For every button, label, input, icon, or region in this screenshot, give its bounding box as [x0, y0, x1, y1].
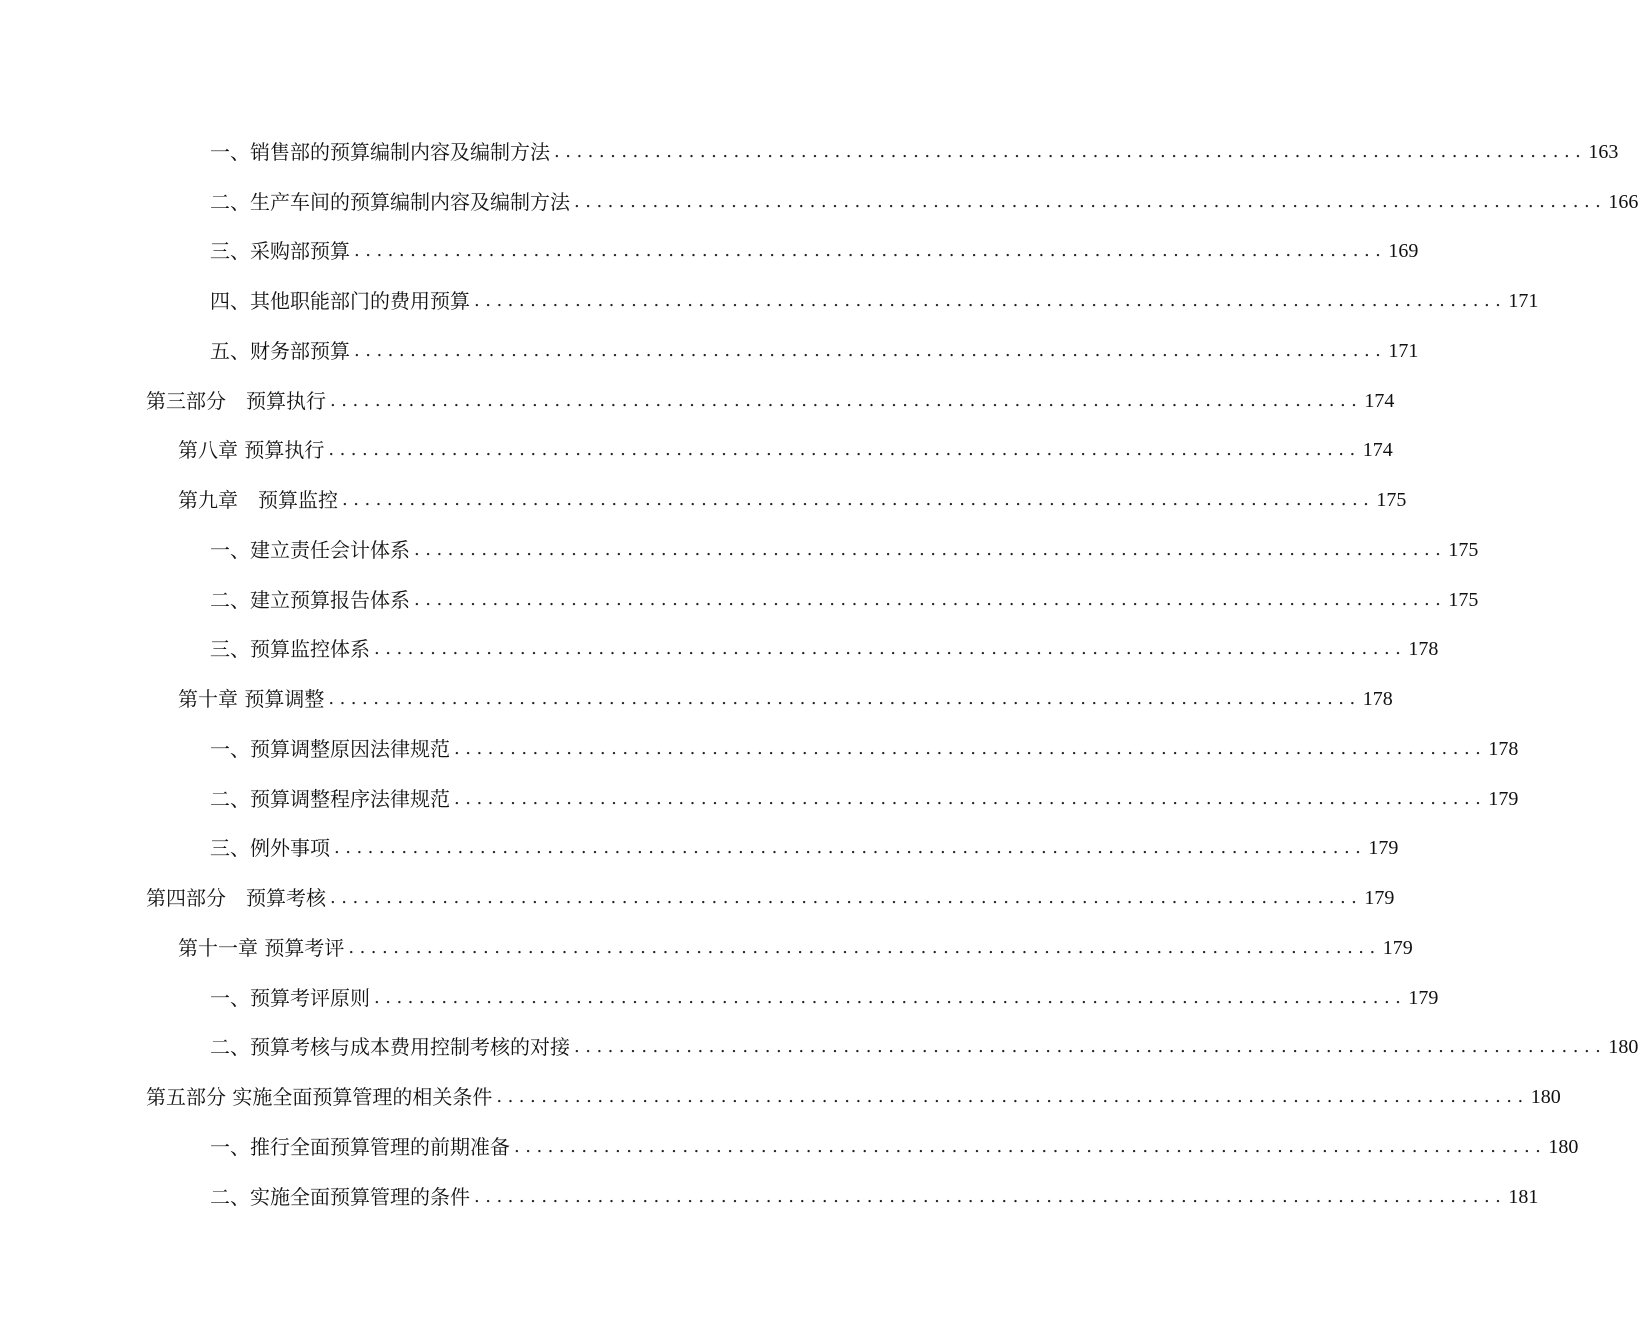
dot-leader: ............................................................................................ — [334, 837, 1367, 859]
dot-leader: ............................................................................................ — [330, 887, 1363, 909]
dot-leader: ............................................................................................ — [374, 638, 1407, 660]
toc-entry[interactable] — [0, 873, 1395, 923]
dot-leader: ............................................................................................ — [342, 489, 1375, 511]
toc-entry[interactable] — [0, 326, 1419, 376]
toc-entry-page: 178 — [1362, 688, 1393, 711]
dot-leader: ............................................................................................ — [496, 1086, 1529, 1108]
toc-entry-page: 179 — [1364, 887, 1395, 910]
table-of-contents — [0, 127, 1638, 1222]
toc-entry-title: 三、采购部预算 — [210, 239, 350, 264]
toc-entry[interactable] — [0, 824, 1399, 874]
dot-leader: ............................................................................................ — [414, 588, 1447, 610]
toc-entry[interactable] — [0, 227, 1419, 277]
toc-entry-page: 175 — [1448, 588, 1479, 611]
dot-leader: ............................................................................................ — [354, 240, 1387, 262]
dot-leader: ............................................................................................ — [328, 439, 1361, 461]
toc-entry-title: 四、其他职能部门的费用预算 — [210, 289, 470, 314]
toc-entry-page: 179 — [1368, 837, 1399, 860]
dot-leader: ............................................................................................ — [454, 737, 1487, 759]
toc-entry[interactable] — [0, 1122, 1579, 1172]
toc-entry-page: 181 — [1508, 1185, 1539, 1208]
toc-entry-page: 179 — [1382, 936, 1413, 959]
toc-entry-title: 第五部分 实施全面预算管理的相关条件 — [146, 1085, 493, 1110]
toc-entry-title: 五、财务部预算 — [210, 338, 350, 363]
toc-entry-title: 二、预算调整程序法律规范 — [210, 786, 450, 811]
toc-entry-page: 178 — [1488, 737, 1519, 760]
toc-entry-page: 175 — [1448, 538, 1479, 561]
dot-leader: ............................................................................................ — [574, 190, 1607, 212]
toc-entry-page: 171 — [1388, 339, 1419, 362]
toc-entry[interactable] — [0, 475, 1407, 525]
toc-entry-page: 174 — [1364, 389, 1395, 412]
toc-entry[interactable] — [0, 973, 1439, 1023]
dot-leader: ............................................................................................ — [374, 986, 1407, 1008]
toc-entry-page: 175 — [1376, 489, 1407, 512]
toc-entry-page: 169 — [1388, 240, 1419, 263]
dot-leader: ............................................................................................ — [574, 1036, 1607, 1058]
dot-leader: ............................................................................................ — [330, 389, 1363, 411]
toc-entry-page: 174 — [1362, 439, 1393, 462]
toc-entry-title: 二、实施全面预算管理的条件 — [210, 1184, 470, 1209]
toc-entry-page: 178 — [1408, 638, 1439, 661]
toc-entry-page: 166 — [1608, 190, 1638, 213]
toc-entry-title: 一、建立责任会计体系 — [210, 537, 410, 562]
toc-entry[interactable] — [0, 923, 1413, 973]
toc-entry-title: 第八章 预算执行 — [178, 438, 325, 463]
dot-leader: ............................................................................................ — [474, 290, 1507, 312]
toc-entry-title: 一、销售部的预算编制内容及编制方法 — [210, 139, 550, 164]
toc-entry-page: 180 — [1548, 1135, 1579, 1158]
toc-entry[interactable] — [0, 525, 1479, 575]
toc-entry[interactable] — [0, 177, 1638, 227]
toc-entry-title: 二、预算考核与成本费用控制考核的对接 — [210, 1035, 570, 1060]
toc-entry[interactable] — [0, 724, 1519, 774]
dot-leader: ............................................................................................ — [454, 787, 1487, 809]
dot-leader: ............................................................................................ — [514, 1135, 1547, 1157]
dot-leader: ............................................................................................ — [354, 339, 1387, 361]
dot-leader: ............................................................................................ — [554, 140, 1587, 162]
toc-entry-title: 三、例外事项 — [210, 836, 330, 861]
toc-entry-title: 二、生产车间的预算编制内容及编制方法 — [210, 189, 570, 214]
dot-leader: ............................................................................................ — [328, 688, 1361, 710]
toc-entry-title: 第十一章 预算考评 — [178, 935, 345, 960]
dot-leader: ............................................................................................ — [414, 538, 1447, 560]
toc-entry-title: 一、预算考评原则 — [210, 985, 370, 1010]
toc-entry-title: 二、建立预算报告体系 — [210, 587, 410, 612]
toc-entry[interactable] — [0, 674, 1393, 724]
toc-entry-page: 179 — [1408, 986, 1439, 1009]
toc-entry-page: 180 — [1530, 1086, 1561, 1109]
dot-leader: ............................................................................................ — [348, 936, 1381, 958]
toc-entry-title: 三、预算监控体系 — [210, 637, 370, 662]
toc-entry-title: 第十章 预算调整 — [178, 687, 325, 712]
toc-entry[interactable] — [0, 376, 1395, 426]
toc-entry[interactable] — [0, 625, 1439, 675]
toc-entry[interactable] — [0, 1023, 1638, 1073]
toc-entry-title: 第四部分 预算考核 — [146, 886, 326, 911]
toc-entry[interactable] — [0, 1172, 1539, 1222]
toc-entry[interactable] — [0, 774, 1519, 824]
toc-entry-page: 179 — [1488, 787, 1519, 810]
toc-entry[interactable] — [0, 575, 1479, 625]
toc-entry-page: 163 — [1588, 140, 1619, 163]
toc-entry[interactable] — [0, 426, 1393, 476]
toc-entry-page: 171 — [1508, 290, 1539, 313]
toc-entry[interactable] — [0, 276, 1539, 326]
toc-entry[interactable] — [0, 127, 1619, 177]
toc-entry-title: 第三部分 预算执行 — [146, 388, 326, 413]
toc-entry-title: 第九章 预算监控 — [178, 488, 338, 513]
toc-entry-title: 一、推行全面预算管理的前期准备 — [210, 1134, 510, 1159]
toc-entry-title: 一、预算调整原因法律规范 — [210, 736, 450, 761]
toc-entry-page: 180 — [1608, 1036, 1638, 1059]
toc-entry[interactable] — [0, 1072, 1561, 1122]
dot-leader: ............................................................................................ — [474, 1185, 1507, 1207]
